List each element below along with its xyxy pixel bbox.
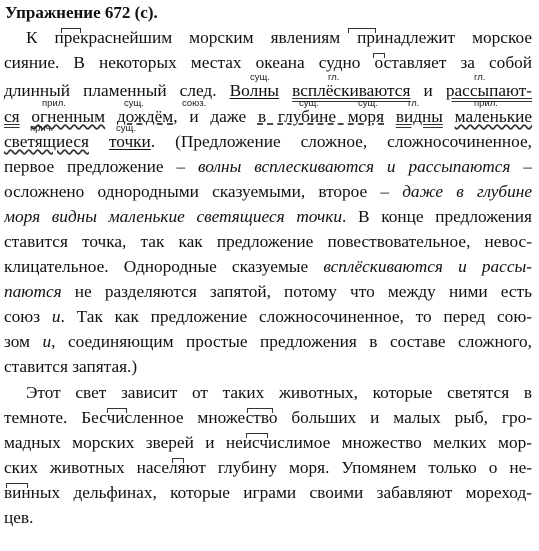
p1-line-12: союз и. Так как предложение сложносочиненное, то перед сою- bbox=[4, 307, 532, 326]
predicate-word: видны bbox=[395, 107, 443, 126]
p1-line-14: ставится запятая.) bbox=[4, 357, 138, 376]
prefix-mark bbox=[61, 28, 81, 33]
pos-label: сущ. bbox=[116, 123, 136, 134]
prefix-mark bbox=[348, 28, 376, 33]
p1-line-7: осложнено однородными сказуемыми, второе – даже в глубине bbox=[4, 182, 532, 201]
prefix-mark bbox=[373, 53, 385, 58]
p1-line-1: К прекраснейшим морским явлениям принадлежит морское bbox=[26, 28, 532, 47]
subject-word: точки bbox=[108, 132, 151, 151]
root-mark bbox=[172, 458, 184, 463]
prefix-mark bbox=[246, 433, 268, 438]
p1-line-6: первое предложение – волны всплескиваются и рассыпаются – bbox=[4, 157, 533, 176]
p2-line-4: ских животных населяют глубину моря. Упомянем только о не- bbox=[4, 458, 533, 477]
object-word: дождём bbox=[116, 107, 174, 126]
p2-line-1: Этот свет зависит от таких животных, которые светятся в bbox=[26, 383, 532, 402]
p2-line-3: мадных морских зверей и неисчислимое множество мелких мор- bbox=[4, 433, 532, 452]
exercise-title: Упражнение 672 (с). bbox=[5, 3, 158, 22]
pos-label: прич. bbox=[30, 123, 54, 134]
p1-line-4: ся огненным дождём, и даже в глубине моря видны маленькие bbox=[4, 107, 533, 126]
adverbial-phrase: в глубине моря bbox=[257, 107, 385, 126]
pos-label: прил. bbox=[42, 98, 66, 109]
predicate-word: рассыпают- bbox=[445, 81, 533, 100]
attribute-word: светящиеся bbox=[4, 132, 89, 151]
textbook-page bbox=[4, 0, 535, 551]
p1-line-13: зом и, соединяющим простые предложения в составе сложного, bbox=[4, 332, 533, 351]
p1-line-3: длинный пламенный след. Волны всплёскиваются и рассыпают- bbox=[4, 81, 533, 100]
predicate-word: всплёскиваются bbox=[292, 81, 411, 100]
p1-line-9: ставится точка, так как предложение повествовательное, невос- bbox=[4, 232, 532, 251]
p2-line-5: винных дельфинах, которые играми своими забавляют мореход- bbox=[4, 483, 532, 502]
suffix-mark bbox=[247, 408, 273, 413]
pos-label: гл. bbox=[328, 72, 340, 83]
p1-line-8: моря видны маленькие светящиеся точки. В конце предложения bbox=[4, 207, 533, 226]
subject-word: Волны bbox=[229, 81, 280, 100]
p1-line-10: клицательное. Однородные сказуемые всплёскиваются и рассы- bbox=[4, 257, 532, 276]
p2-line-2: темноте. Бесчисленное множество больших и малых рыб, гро- bbox=[4, 408, 532, 427]
attribute-word: маленькие bbox=[454, 107, 533, 126]
pos-label: сущ. bbox=[124, 98, 144, 109]
pos-label: гл. bbox=[408, 98, 420, 109]
p2-line-6: цев. bbox=[4, 508, 34, 527]
predicate-word: ся bbox=[4, 107, 20, 126]
pos-label: сущ. bbox=[299, 98, 319, 109]
pos-label: прил. bbox=[474, 98, 498, 109]
pos-label: сущ. bbox=[250, 72, 270, 83]
p1-line-2: сияние. В некоторых местах океана судно оставляет за собой bbox=[4, 53, 532, 72]
attribute-word: огненным bbox=[31, 107, 106, 126]
p1-line-5: светящиеся точки. (Предложение сложное, сложносочиненное, bbox=[4, 132, 532, 151]
pos-label: союз. bbox=[182, 98, 207, 109]
pos-label: сущ. bbox=[358, 98, 378, 109]
prefix-mark bbox=[107, 408, 127, 413]
pos-label: гл. bbox=[474, 72, 486, 83]
root-mark bbox=[6, 483, 28, 488]
p1-line-11: паются не разделяются запятой, потому что между ними есть bbox=[4, 282, 532, 301]
